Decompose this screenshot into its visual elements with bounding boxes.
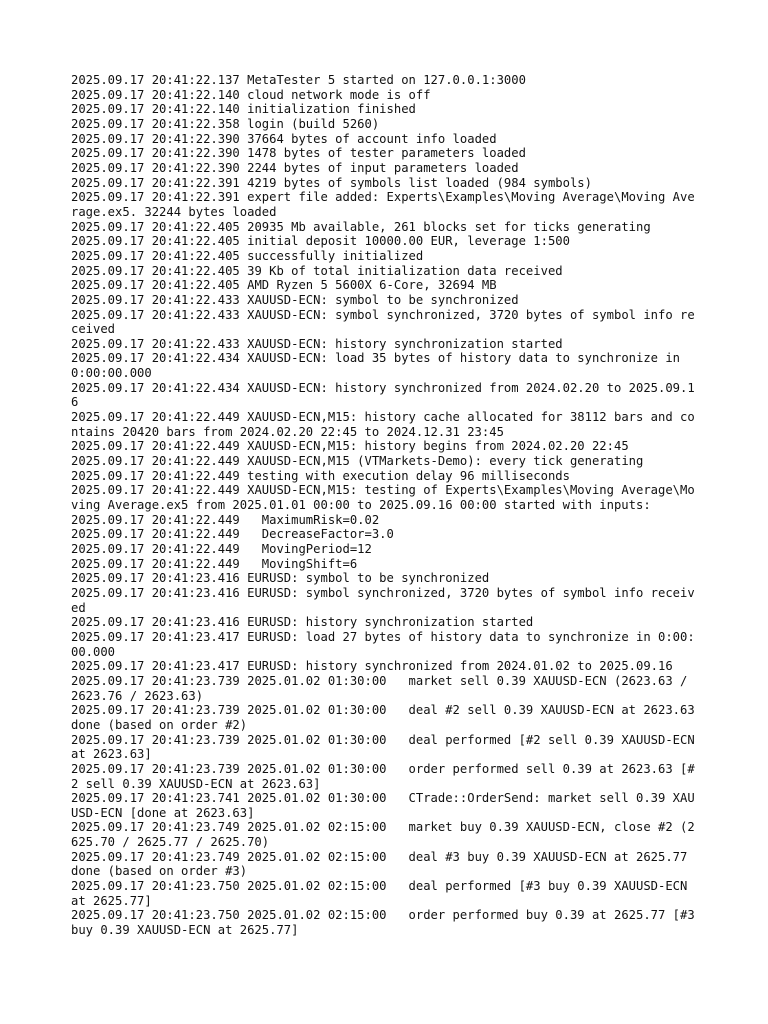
log-message: AMD Ryzen 5 5600X 6-Core, 32694 MB	[247, 278, 497, 293]
log-message: XAUUSD-ECN: history synchronized from 2024.02.20 to 2025.09.16	[71, 380, 695, 410]
log-message: XAUUSD-ECN: symbol to be synchronized	[247, 292, 519, 307]
log-timestamp: 2025.09.17 20:41:22.391	[71, 190, 240, 205]
log-timestamp: 2025.09.17 20:41:23.416	[71, 615, 240, 630]
log-message: login (build 5260)	[247, 116, 380, 131]
log-entry	[71, 527, 701, 542]
log-timestamp: 2025.09.17 20:41:23.739	[71, 673, 240, 688]
log-entry	[71, 879, 701, 908]
log-entry	[71, 308, 701, 337]
log-message: EURUSD: symbol synchronized, 3720 bytes of symbol info received	[71, 585, 695, 615]
log-timestamp: 2025.09.17 20:41:23.750	[71, 879, 240, 894]
log-entry	[71, 161, 701, 176]
log-message: XAUUSD-ECN: history synchronization started	[247, 336, 563, 351]
log-entry	[71, 176, 701, 191]
log-entry	[71, 615, 701, 630]
log-entry	[71, 850, 701, 879]
log-message: 2025.01.02 02:15:00 order performed buy 0.39 at 2625.77 [#3 buy 0.39 XAUUSD-ECN at 2625.77]	[71, 908, 703, 938]
log-timestamp: 2025.09.17 20:41:22.449	[71, 410, 240, 425]
log-timestamp: 2025.09.17 20:41:22.390	[71, 160, 240, 175]
log-entry	[71, 908, 701, 937]
log-entry	[71, 410, 701, 439]
log-timestamp: 2025.09.17 20:41:22.433	[71, 292, 240, 307]
log-timestamp: 2025.09.17 20:41:22.449	[71, 468, 240, 483]
log-timestamp: 2025.09.17 20:41:23.416	[71, 571, 240, 586]
log-entry	[71, 234, 701, 249]
log-entry	[71, 249, 701, 264]
log-entry	[71, 483, 701, 512]
log-timestamp: 2025.09.17 20:41:22.449	[71, 556, 240, 571]
journal-log	[71, 73, 701, 938]
log-entry	[71, 146, 701, 161]
log-message: EURUSD: history synchronization started	[247, 615, 534, 630]
log-message: testing with execution delay 96 milliseconds	[247, 468, 570, 483]
log-entry	[71, 469, 701, 484]
log-timestamp: 2025.09.17 20:41:23.741	[71, 791, 240, 806]
log-entry	[71, 659, 701, 674]
log-timestamp: 2025.09.17 20:41:22.434	[71, 351, 240, 366]
log-timestamp: 2025.09.17 20:41:22.405	[71, 263, 240, 278]
log-entry	[71, 190, 701, 219]
log-message: 2025.01.02 01:30:00 deal #2 sell 0.39 XAUUSD-ECN at 2623.63 done (based on order #2)	[71, 703, 703, 732]
log-timestamp: 2025.09.17 20:41:23.739	[71, 703, 240, 718]
log-timestamp: 2025.09.17 20:41:22.137	[71, 73, 240, 87]
log-message: 1478 bytes of tester parameters loaded	[247, 146, 526, 161]
log-entry	[71, 820, 701, 849]
log-message: EURUSD: history synchronized from 2024.01.02 to 2025.09.16	[247, 659, 673, 674]
log-message: MaximumRisk=0.02	[247, 512, 380, 527]
log-timestamp: 2025.09.17 20:41:22.390	[71, 131, 240, 146]
log-timestamp: 2025.09.17 20:41:23.417	[71, 629, 240, 644]
log-message: XAUUSD-ECN,M15: history cache allocated for 38112 bars and contains 20420 bars from 2024.02.20 22:45 to 2024.12.31 23:45	[71, 410, 695, 439]
log-timestamp: 2025.09.17 20:41:22.434	[71, 380, 240, 395]
log-timestamp: 2025.09.17 20:41:22.433	[71, 307, 240, 322]
log-message: 2025.01.02 01:30:00 order performed sell 0.39 at 2623.63 [#2 sell 0.39 XAUUSD-ECN at 2623.63]	[71, 761, 695, 791]
log-entry	[71, 586, 701, 615]
log-entry	[71, 278, 701, 293]
log-message: successfully initialized	[247, 248, 424, 263]
log-entry	[71, 264, 701, 279]
log-message: MovingPeriod=12	[247, 542, 372, 556]
log-timestamp: 2025.09.17 20:41:22.449	[71, 542, 240, 556]
log-entry	[71, 337, 701, 352]
log-message: EURUSD: symbol to be synchronized	[247, 571, 490, 586]
log-timestamp: 2025.09.17 20:41:23.417	[71, 659, 240, 674]
log-entry	[71, 117, 701, 132]
log-message: initialization finished	[247, 102, 416, 117]
log-timestamp: 2025.09.17 20:41:22.449	[71, 439, 240, 454]
log-message: 2025.01.02 01:30:00 CTrade::OrderSend: market sell 0.39 XAUUSD-ECN [done at 2623.63]	[71, 791, 695, 820]
log-entry	[71, 73, 701, 88]
log-timestamp: 2025.09.17 20:41:22.358	[71, 116, 240, 131]
log-message: 2025.01.02 01:30:00 market sell 0.39 XAUUSD-ECN (2623.63 / 2623.76 / 2623.63)	[71, 673, 695, 703]
log-entry	[71, 513, 701, 528]
log-timestamp: 2025.09.17 20:41:22.449	[71, 483, 240, 498]
log-entry	[71, 454, 701, 469]
log-entry	[71, 439, 701, 454]
log-message: 4219 bytes of symbols list loaded (984 symbols)	[247, 175, 592, 190]
log-entry	[71, 351, 701, 380]
log-message: 2025.01.02 02:15:00 deal #3 buy 0.39 XAUUSD-ECN at 2625.77 done (based on order #3)	[71, 849, 695, 879]
log-timestamp: 2025.09.17 20:41:22.405	[71, 234, 240, 249]
log-entry	[71, 88, 701, 103]
log-message: 2025.01.02 01:30:00 deal performed [#2 sell 0.39 XAUUSD-ECN at 2623.63]	[71, 732, 703, 762]
log-timestamp: 2025.09.17 20:41:23.739	[71, 732, 240, 747]
log-entry	[71, 762, 701, 791]
log-message: 2244 bytes of input parameters loaded	[247, 160, 519, 175]
log-timestamp: 2025.09.17 20:41:22.405	[71, 248, 240, 263]
log-message: MovingShift=6	[247, 556, 358, 571]
log-timestamp: 2025.09.17 20:41:22.405	[71, 219, 240, 234]
log-message: XAUUSD-ECN,M15: history begins from 2024.02.20 22:45	[247, 439, 629, 454]
log-timestamp: 2025.09.17 20:41:22.449	[71, 454, 240, 469]
log-entry	[71, 102, 701, 117]
log-message: XAUUSD-ECN: symbol synchronized, 3720 bytes of symbol info received	[71, 307, 695, 337]
log-entry	[71, 132, 701, 147]
log-timestamp: 2025.09.17 20:41:22.390	[71, 146, 240, 161]
log-message: 39 Kb of total initialization data received	[247, 263, 563, 278]
log-message: 2025.01.02 02:15:00 deal performed [#3 buy 0.39 XAUUSD-ECN at 2625.77]	[71, 879, 695, 908]
log-entry	[71, 703, 701, 732]
log-message: EURUSD: load 27 bytes of history data to synchronize in 0:00:00.000	[71, 629, 695, 659]
log-timestamp: 2025.09.17 20:41:23.749	[71, 820, 240, 835]
log-entry	[71, 630, 701, 659]
log-message: expert file added: Experts\Examples\Moving Average\Moving Average.ex5. 32244 bytes loaded	[71, 190, 695, 219]
log-entry	[71, 557, 701, 572]
log-entry	[71, 674, 701, 703]
log-message: 37664 bytes of account info loaded	[247, 131, 497, 146]
log-entry	[71, 542, 701, 557]
log-message: DecreaseFactor=3.0	[247, 527, 394, 542]
log-timestamp: 2025.09.17 20:41:22.140	[71, 87, 240, 102]
log-entry	[71, 791, 701, 820]
log-timestamp: 2025.09.17 20:41:22.433	[71, 336, 240, 351]
log-timestamp: 2025.09.17 20:41:22.449	[71, 512, 240, 527]
log-message: initial deposit 10000.00 EUR, leverage 1:500	[247, 234, 570, 249]
log-message: XAUUSD-ECN: load 35 bytes of history data to synchronize in 0:00:00.000	[71, 351, 688, 381]
log-entry	[71, 381, 701, 410]
log-entry	[71, 571, 701, 586]
log-entry	[71, 293, 701, 308]
log-message: XAUUSD-ECN,M15 (VTMarkets-Demo): every tick generating	[247, 454, 644, 469]
log-timestamp: 2025.09.17 20:41:23.416	[71, 585, 240, 600]
log-timestamp: 2025.09.17 20:41:22.405	[71, 278, 240, 293]
log-timestamp: 2025.09.17 20:41:22.391	[71, 175, 240, 190]
log-entry	[71, 220, 701, 235]
log-message: 20935 Mb available, 261 blocks set for ticks generating	[247, 219, 651, 234]
log-timestamp: 2025.09.17 20:41:22.140	[71, 102, 240, 117]
log-timestamp: 2025.09.17 20:41:23.739	[71, 761, 240, 776]
log-timestamp: 2025.09.17 20:41:22.449	[71, 527, 240, 542]
log-message: 2025.01.02 02:15:00 market buy 0.39 XAUUSD-ECN, close #2 (2625.70 / 2625.77 / 2625.70)	[71, 820, 695, 850]
log-message: cloud network mode is off	[247, 87, 431, 102]
log-entry	[71, 733, 701, 762]
log-timestamp: 2025.09.17 20:41:23.750	[71, 908, 240, 923]
log-timestamp: 2025.09.17 20:41:23.749	[71, 849, 240, 864]
log-message: MetaTester 5 started on 127.0.0.1:3000	[247, 73, 526, 87]
log-message: XAUUSD-ECN,M15: testing of Experts\Examples\Moving Average\Moving Average.ex5 from 2025.01.01 00:00 to 2025.09.16 00:00 started with inputs:	[71, 483, 695, 513]
